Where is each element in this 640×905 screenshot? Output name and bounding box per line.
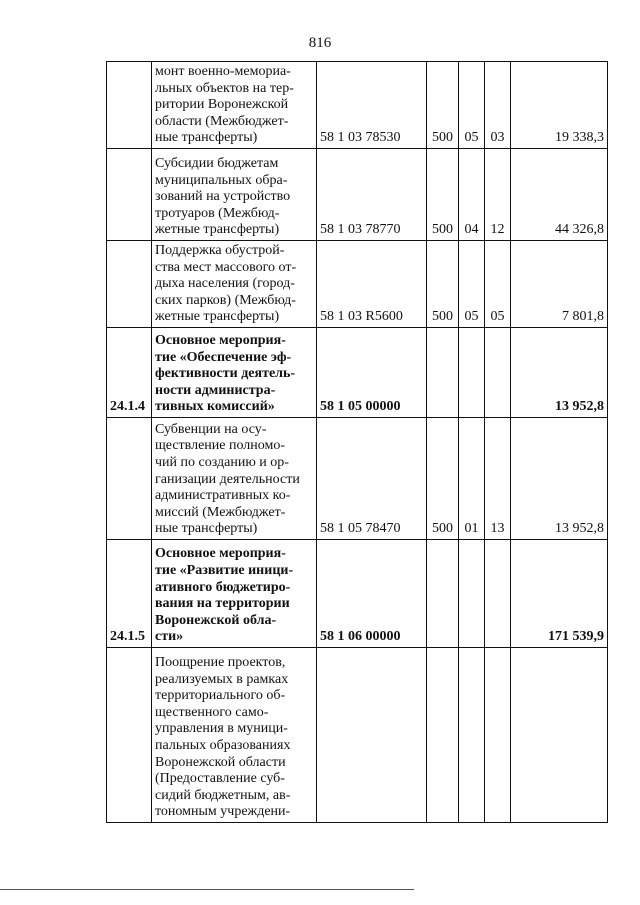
row-number: 24.1.5 — [107, 540, 152, 648]
row-section: 05 — [459, 62, 485, 149]
row-code: 58 1 05 00000 — [317, 328, 427, 418]
table-row — [107, 648, 608, 823]
row-number: 24.1.4 — [107, 328, 152, 418]
page-number: 816 — [308, 35, 332, 51]
row-sum: 13 952,8 — [511, 328, 608, 418]
row-number — [107, 62, 152, 149]
row-section — [459, 328, 485, 418]
row-subsection: 03 — [485, 62, 511, 149]
row-expense-type: 500 — [427, 418, 459, 540]
row-subsection — [485, 540, 511, 648]
row-name: монт военно-мемориа- льных объектов на тер- ритории Воронежской области (Межбюджет- ные трансферты) — [152, 62, 317, 149]
row-name: Субсидии бюджетам муниципальных обра- зований на устройство тротуаров (Межбюд- жетные трансферты) — [152, 149, 317, 241]
row-number — [107, 418, 152, 540]
row-code — [317, 648, 427, 823]
row-subsection — [485, 328, 511, 418]
budget-table — [106, 61, 608, 823]
table-row — [107, 540, 608, 648]
row-subsection — [485, 648, 511, 823]
table-row — [107, 241, 608, 328]
row-expense-type: 500 — [427, 241, 459, 328]
row-section: 04 — [459, 149, 485, 241]
row-number — [107, 149, 152, 241]
row-expense-type: 500 — [427, 62, 459, 149]
row-name: Субвенции на осу- ществление полномо- чий по созданию и ор- ганизации деятельности административных ко- миссий (Межбюджет- ные трансферты) — [152, 418, 317, 540]
row-sum: 13 952,8 — [511, 418, 608, 540]
row-number — [107, 648, 152, 823]
row-sum: 44 326,8 — [511, 149, 608, 241]
row-sum — [511, 648, 608, 823]
row-code: 58 1 05 78470 — [317, 418, 427, 540]
table-row — [107, 328, 608, 418]
row-code: 58 1 03 R5600 — [317, 241, 427, 328]
row-subsection: 12 — [485, 149, 511, 241]
row-sum: 19 338,3 — [511, 62, 608, 149]
row-expense-type: 500 — [427, 149, 459, 241]
row-sum: 171 539,9 — [511, 540, 608, 648]
row-section — [459, 540, 485, 648]
row-code: 58 1 03 78770 — [317, 149, 427, 241]
row-sum: 7 801,8 — [511, 241, 608, 328]
row-code: 58 1 06 00000 — [317, 540, 427, 648]
row-number — [107, 241, 152, 328]
table-row — [107, 149, 608, 241]
row-code: 58 1 03 78530 — [317, 62, 427, 149]
row-expense-type — [427, 328, 459, 418]
row-subsection: 13 — [485, 418, 511, 540]
row-section — [459, 648, 485, 823]
row-expense-type — [427, 540, 459, 648]
row-name: Основное мероприя- тие «Обеспечение эф- фективности деятель- ности администра- тивных комиссий» — [152, 328, 317, 418]
table-row — [107, 62, 608, 149]
row-name: Поддержка обустрой- ства мест массового от- дыха населения (город- ских парков) (Межбюд- жетные трансферты) — [152, 241, 317, 328]
row-section: 05 — [459, 241, 485, 328]
row-expense-type — [427, 648, 459, 823]
budget-table-body — [107, 62, 608, 823]
row-name: Основное мероприя- тие «Развитие иници- ативного бюджетиро- вания на территории Воронежской обла- сти» — [152, 540, 317, 648]
row-section: 01 — [459, 418, 485, 540]
row-name: Поощрение проектов, реализуемых в рамках территориального об- щественного само- управления в муници- пальных образованиях Воронежской области (Предоставление суб- сидий бюджетным, ав- тономным учреждени- — [152, 648, 317, 823]
footnote-separator — [0, 889, 414, 890]
row-subsection: 05 — [485, 241, 511, 328]
table-row — [107, 418, 608, 540]
